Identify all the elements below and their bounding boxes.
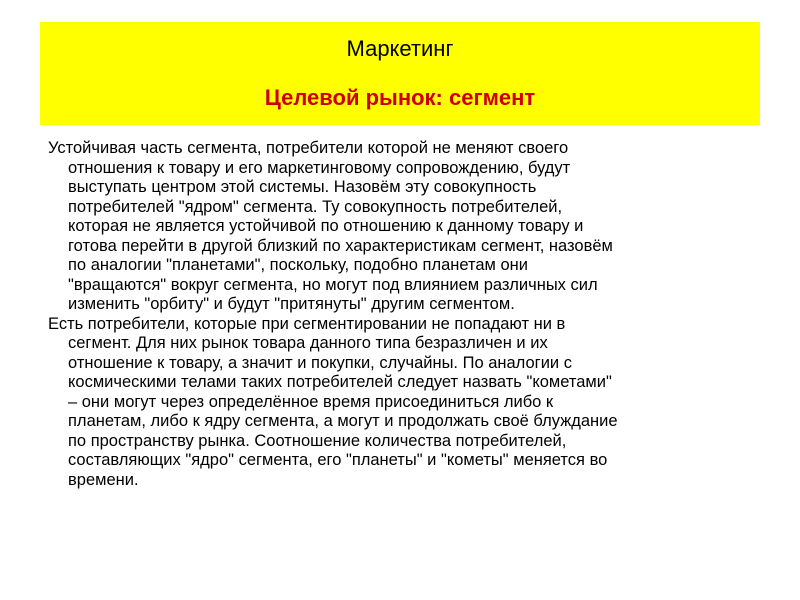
text-line: времени. (68, 470, 139, 489)
text-line: готова перейти в другой близкий по характеристикам сегмент, назовём (68, 236, 613, 255)
title-banner (40, 22, 760, 125)
text-line: Устойчивая часть сегмента, потребители которой не меняют своего (48, 139, 569, 157)
slide-title: Маркетинг (346, 36, 454, 61)
text-line: которая не является устойчивой по отношению к данному товару и (68, 217, 584, 235)
text-line: изменить "орбиту" и будут "притянуты" другим сегментом. (68, 295, 515, 313)
text-line: отношение к товару, а значит и покупки, случайны. По аналогии с (68, 353, 572, 372)
paragraph-comets (48, 315, 748, 491)
text-line: выступать центром этой системы. Назовём эту совокупность (68, 178, 537, 196)
text-line: по аналогии "планетами", поскольку, подобно планетам они (68, 256, 528, 274)
text-line: по пространству рынка. Соотношение количества потребителей, (68, 431, 567, 450)
text-line: космическими телами таких потребителей следует назвать "кометами" (68, 373, 612, 391)
text-line: отношения к товару и его маркетинговому сопровождению, будут (68, 158, 571, 177)
text-line: планетам, либо к ядру сегмента, а могут и продолжать своё блуждание (68, 412, 618, 430)
text-line: Есть потребители, которые при сегментировании не попадают ни в (48, 314, 566, 333)
text-line: сегмент. Для них рынок товара данного типа безразличен и их (68, 334, 548, 352)
slide-subtitle: Целевой рынок: сегмент (264, 85, 536, 110)
text-line: "вращаются" вокруг сегмента, но могут под влиянием различных сил (68, 275, 598, 294)
slide-body (48, 139, 748, 490)
text-line: – они могут через определённое время присоединиться либо к (68, 392, 554, 411)
text-line: составляющих "ядро" сегмента, его "планеты" и "кометы" меняется во (68, 451, 608, 469)
paragraph-core-planets (48, 139, 748, 315)
text-line: потребителей "ядром" сегмента. Ту совокупность потребителей, (68, 197, 563, 216)
